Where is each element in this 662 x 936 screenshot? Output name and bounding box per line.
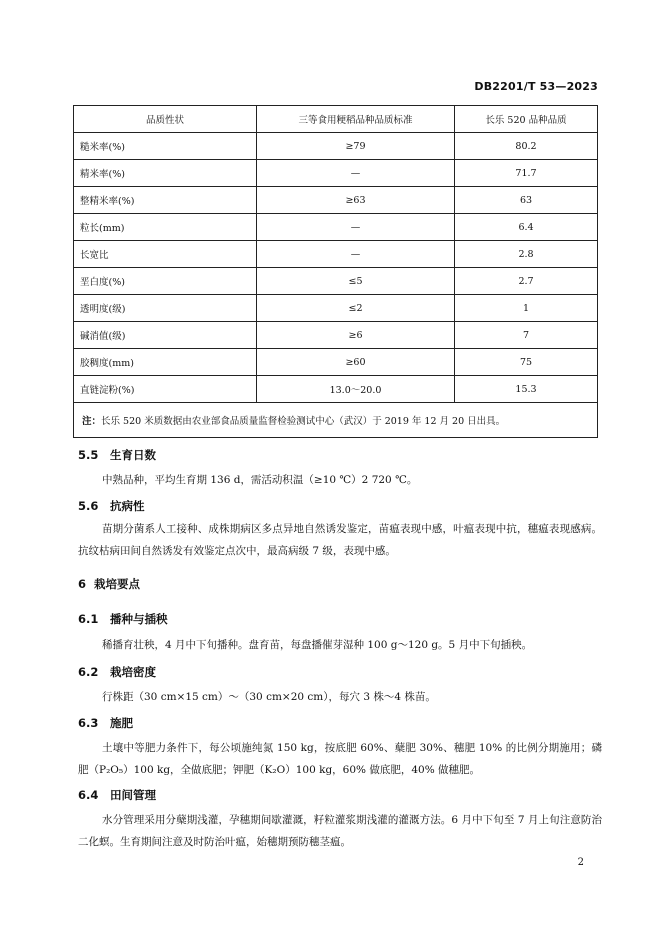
trait-cell: 长宽比 xyxy=(74,241,257,268)
section-title: 生育日数 xyxy=(110,448,156,462)
section-heading xyxy=(78,664,156,680)
section-heading xyxy=(78,611,168,627)
variety-value-cell: 63 xyxy=(455,187,598,214)
trait-cell: 粒长(mm) xyxy=(74,214,257,241)
paragraph: 稀播育壮秧，4 月中下旬播种。盘育苗，每盘播催芽湿种 100 g～120 g。5 月中下旬插秧。 xyxy=(102,639,533,651)
table-note xyxy=(74,403,598,438)
trait-cell: 整精米率(%) xyxy=(74,187,257,214)
section-number: 6.1 xyxy=(78,612,99,626)
section-title: 播种与插秧 xyxy=(110,612,168,626)
variety-value-cell: 75 xyxy=(455,349,598,376)
trait-cell: 精米率(%) xyxy=(74,160,257,187)
trait-cell: 垩白度(%) xyxy=(74,268,257,295)
table-row xyxy=(74,322,598,349)
section-heading xyxy=(78,498,145,514)
chapter-heading xyxy=(78,576,140,592)
trait-cell: 糙米率(%) xyxy=(74,133,257,160)
note-label: 注： xyxy=(82,416,102,427)
section-heading xyxy=(78,787,156,803)
standard-cell: ≥6 xyxy=(257,322,455,349)
section-title: 田间管理 xyxy=(110,788,156,802)
column-header: 品质性状 xyxy=(74,106,257,133)
section-number: 6.2 xyxy=(78,665,99,679)
paragraph: 土壤中等肥力条件下，每公顷施纯氮 150 kg，按底肥 60%、蘖肥 30%、穗肥 10% 的比例分期施用；磷肥（P₂O₅）100 kg，全做底肥；钾肥（K₂O）100 kg，60% 做底肥，40% 做穗肥。 xyxy=(78,742,602,776)
variety-value-cell: 80.2 xyxy=(455,133,598,160)
section-title: 抗病性 xyxy=(110,499,145,513)
section-number: 6 xyxy=(78,577,87,591)
section-number: 6.4 xyxy=(78,788,99,802)
variety-value-cell: 2.7 xyxy=(455,268,598,295)
section-number: 5.6 xyxy=(78,499,99,513)
table-row xyxy=(74,160,598,187)
note-text: 长乐 520 米质数据由农业部食品质量监督检验测试中心（武汉）于 2019 年 12 月 20 日出具。 xyxy=(101,416,506,427)
variety-value-cell: 2.8 xyxy=(455,241,598,268)
table-row xyxy=(74,268,598,295)
standard-code: DB2201/T 53—2023 xyxy=(474,80,598,93)
standard-cell: — xyxy=(257,214,455,241)
standard-cell: ≤5 xyxy=(257,268,455,295)
standard-cell: ≥79 xyxy=(257,133,455,160)
table-row xyxy=(74,241,598,268)
paragraph: 苗期分菌系人工接种、成株期病区多点异地自然诱发鉴定，苗瘟表现中感，叶瘟表现中抗，穗瘟表现感病。抗纹枯病田间自然诱发有效鉴定点次中，最高病级 7 级，表现中感。 xyxy=(78,523,602,557)
trait-cell: 透明度(级) xyxy=(74,295,257,322)
standard-cell: 13.0～20.0 xyxy=(257,376,455,403)
page-number: 2 xyxy=(577,857,584,868)
paragraph: 水分管理采用分蘖期浅灌，孕穗期间歇灌溉，籽粒灌浆期浅灌的灌溉方法。6 月中下旬至 7 月上旬注意防治二化螟。生育期间注意及时防治叶瘟，始穗期预防穗茎瘟。 xyxy=(78,814,602,848)
table-row xyxy=(74,133,598,160)
table-note-row xyxy=(74,403,598,438)
section-title: 栽培密度 xyxy=(110,665,156,679)
variety-value-cell: 6.4 xyxy=(455,214,598,241)
paragraph: 中熟品种，平均生育期 136 d，需活动积温（≥10 ℃）2 720 ℃。 xyxy=(102,474,418,486)
standard-cell: — xyxy=(257,241,455,268)
variety-value-cell: 15.3 xyxy=(455,376,598,403)
standard-cell: ≥63 xyxy=(257,187,455,214)
column-header: 长乐 520 品种品质 xyxy=(455,106,598,133)
trait-cell: 碱消值(级) xyxy=(74,322,257,349)
section-title: 施肥 xyxy=(110,716,133,730)
table-row xyxy=(74,376,598,403)
variety-value-cell: 71.7 xyxy=(455,160,598,187)
variety-value-cell: 7 xyxy=(455,322,598,349)
section-number: 6.3 xyxy=(78,716,99,730)
column-header: 三等食用粳稻品种品质标准 xyxy=(257,106,455,133)
standard-cell: ≤2 xyxy=(257,295,455,322)
section-heading xyxy=(78,715,133,731)
table-row xyxy=(74,295,598,322)
variety-value-cell: 1 xyxy=(455,295,598,322)
trait-cell: 胶稠度(mm) xyxy=(74,349,257,376)
standard-cell: ≥60 xyxy=(257,349,455,376)
table-row xyxy=(74,214,598,241)
trait-cell: 直链淀粉(%) xyxy=(74,376,257,403)
standard-cell: — xyxy=(257,160,455,187)
table-row xyxy=(74,349,598,376)
table-row xyxy=(74,187,598,214)
table-header-row xyxy=(74,106,598,133)
paragraph: 行株距（30 cm×15 cm）～（30 cm×20 cm），每穴 3 株～4 株苗。 xyxy=(102,691,436,703)
section-number: 5.5 xyxy=(78,448,99,462)
section-title: 栽培要点 xyxy=(94,577,140,591)
quality-table xyxy=(73,105,598,438)
section-heading xyxy=(78,447,156,463)
